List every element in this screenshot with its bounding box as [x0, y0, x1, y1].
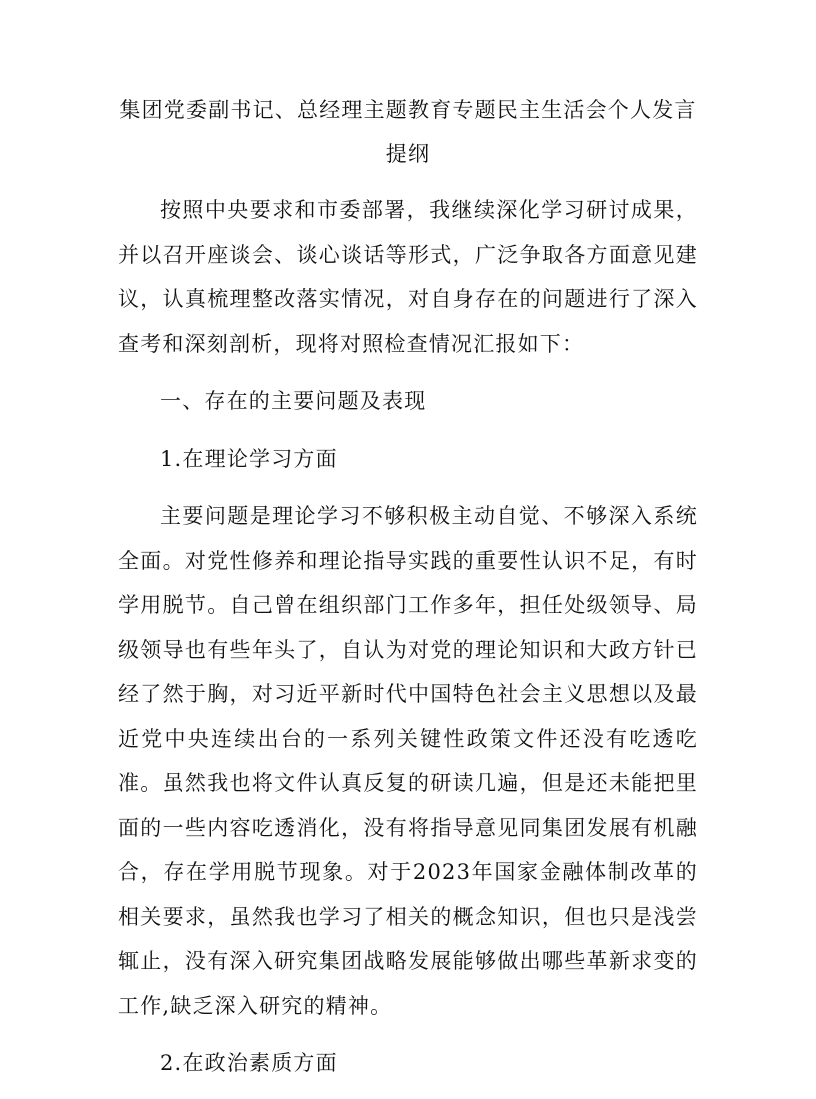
subsection-heading-1: 1.在理论学习方面 — [160, 446, 338, 471]
document-page — [118, 88, 698, 1099]
section-heading-1: 一、存在的主要问题及表现 — [160, 389, 427, 413]
subsection-body-1: 主要问题是理论学习不够积极主动自觉、不够深入系统全面。对党性修养和理论指导实践的重要性认识不足，有时学用脱节。自己曾在组织部门工作多年，担任处级领导、局级领导也有些年头了，自认为对党的理论知识和大政方针已经了然于胸，对习近平新时代中国特色社会主义思想以及最近党中央连续出台的一系列关键性政策文件还没有吃透吃准。虽然我也将文件认真反复的研读几遍，但是还未能把里面的一些内容吃透消化，没有将指导意见同集团发展有机融合，存在学用脱节现象。对于2023年国家金融体制改革的相关要求，虽然我也学习了相关的概念知识，但也只是浅尝辄止，没有深入研究集团战略发展能够做出哪些革新求变的工作,缺乏深入研究的精神。 — [118, 504, 698, 1018]
subsection-heading-2: 2.在政治素质方面 — [160, 1051, 338, 1075]
document-title: 集团党委副书记、总经理主题教育专题民主生活会个人发言提纲 — [119, 98, 697, 166]
intro-paragraph: 按照中央要求和市委部署，我继续深化学习研讨成果，并以召开座谈会、谈心谈话等形式，广泛争取各方面意见建议，认真梳理整改落实情况，对自身存在的问题进行了深入查考和深刻剖析，现将对照检查情况汇报如下： — [118, 198, 698, 356]
